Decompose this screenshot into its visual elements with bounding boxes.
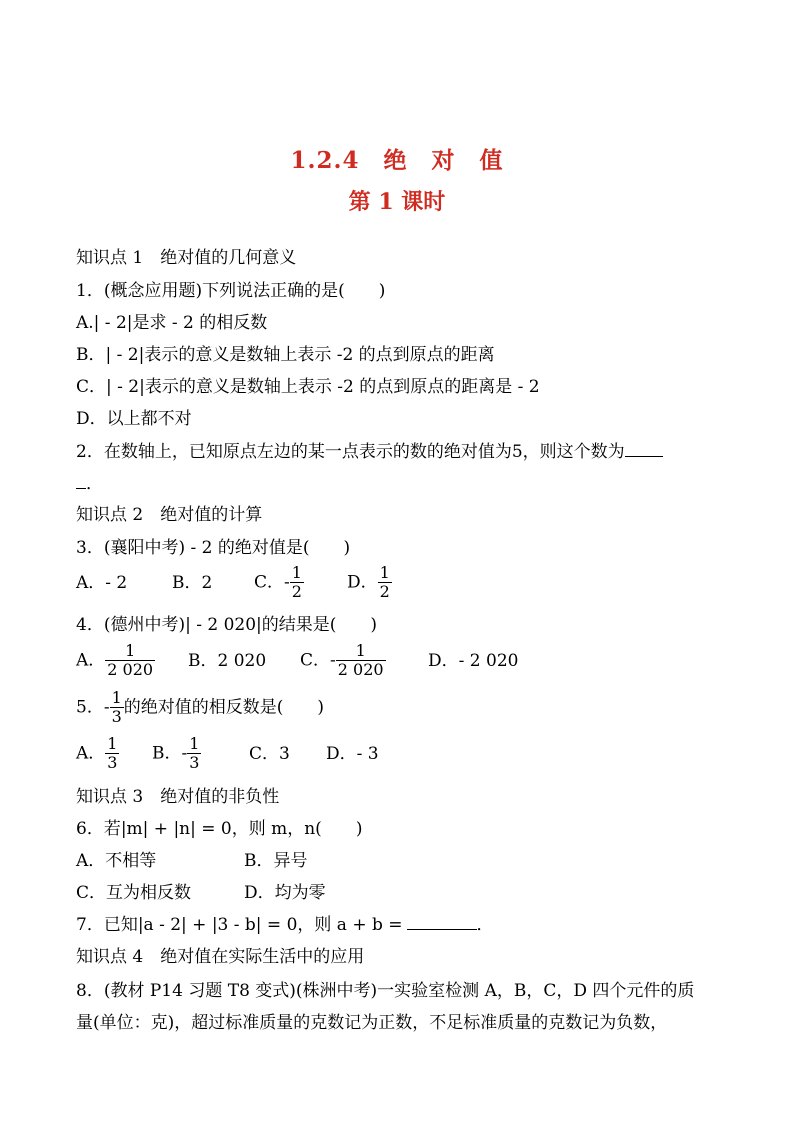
answer-blank[interactable]: [625, 440, 663, 457]
question-4-option-b: B．2 020: [188, 650, 267, 671]
question-2-stem: [76, 440, 663, 464]
fraction-denominator: 2 020: [107, 660, 154, 679]
question-5-options: [76, 735, 379, 772]
knowledge-point-3: 知识点 3 绝对值的非负性: [76, 787, 280, 807]
fraction-numerator: 1: [105, 642, 155, 661]
question-3-options: [76, 564, 392, 601]
question-8-line-2: 量(单位：克)，超过标准质量的克数记为正数，不足标准质量的克数记为负数，: [76, 1013, 668, 1033]
page-title: 1.2.4 绝 对 值: [290, 147, 504, 174]
knowledge-point-4: 知识点 4 绝对值在实际生活中的应用: [76, 947, 365, 967]
fraction-numerator: 1: [336, 642, 386, 661]
answer-blank-continued[interactable]: [76, 472, 86, 489]
question-5-suffix: 的绝对值的相反数是( ): [123, 697, 325, 718]
question-2-tail: ．: [86, 474, 103, 494]
knowledge-point-1: 知识点 1 绝对值的几何意义: [76, 248, 297, 268]
question-5-option-a: [76, 735, 152, 772]
question-8-line-1: 8．(教材 P14 习题 T8 变式)(株洲中考)一实验室检测 A，B，C，D 四个元件的质: [76, 981, 695, 1001]
question-7-stem: [76, 913, 494, 937]
option-c-prefix: C．-: [254, 572, 290, 593]
question-5-option-c: C．3: [249, 743, 290, 764]
question-7-text: 7．已知|a - 2| + |3 - b| = 0，则 a + b =: [76, 915, 403, 935]
question-1-stem: 1．(概念应用题)下列说法正确的是( ): [76, 281, 386, 301]
fraction-numerator: 1: [189, 734, 200, 753]
fraction: [105, 735, 119, 772]
question-1-option-c: C．| - 2|表示的意义是数轴上表示 -2 的点到原点的距离是 - 2: [76, 377, 540, 397]
question-1-option-b: B．| - 2|表示的意义是数轴上表示 -2 的点到原点的距离: [76, 345, 495, 365]
fraction-denominator: 2: [379, 582, 390, 601]
knowledge-point-2: 知识点 2 绝对值的计算: [76, 505, 263, 525]
question-6-option-a: A．不相等: [76, 851, 157, 871]
fraction: [105, 642, 155, 679]
question-1-option-d: D．以上都不对: [76, 409, 192, 429]
question-6-stem: 6．若|m| + |n| = 0，则 m，n( ): [76, 819, 363, 839]
question-4-option-a: [76, 642, 188, 679]
answer-blank[interactable]: [407, 913, 477, 930]
fraction-denominator: 2 020: [337, 660, 384, 679]
question-5-option-b: [152, 735, 249, 772]
option-b-prefix: B．-: [152, 743, 188, 764]
question-7-tail: ．: [476, 915, 494, 935]
fraction-numerator: 1: [291, 563, 302, 582]
fraction: [378, 564, 392, 601]
question-5-prefix: 5．-: [76, 697, 110, 718]
question-6-option-d: D．均为零: [244, 883, 326, 903]
question-4-option-d: D．- 2 020: [428, 650, 519, 671]
question-5-option-d: D．- 3: [326, 743, 379, 764]
option-a-prefix: A．: [76, 743, 106, 764]
fraction: [336, 642, 386, 679]
option-c-prefix: C．-: [300, 650, 336, 671]
fraction-denominator: 2: [291, 582, 302, 601]
option-a-prefix: A．: [76, 650, 106, 671]
question-6-options-ab: [76, 849, 308, 873]
question-3-stem: 3．(襄阳中考) - 2 的绝对值是( ): [76, 538, 351, 558]
fraction: [110, 689, 124, 726]
question-5-stem: [76, 689, 324, 726]
fraction: [187, 735, 201, 772]
question-6-option-b: B．异号: [244, 851, 308, 871]
fraction-denominator: 3: [189, 753, 200, 772]
question-2-continuation: [76, 472, 103, 496]
question-2-text: 2．在数轴上，已知原点左边的某一点表示的数的绝对值为5，则这个数为: [76, 442, 625, 462]
question-3-option-b: B．2: [172, 572, 213, 593]
question-6-option-c: C．互为相反数: [76, 883, 192, 903]
question-3-option-d: [347, 564, 392, 601]
fraction-numerator: 1: [379, 563, 390, 582]
question-3-option-c: [254, 564, 347, 601]
fraction-numerator: 1: [111, 688, 122, 707]
fraction-numerator: 1: [107, 734, 118, 753]
question-4-option-c: [300, 642, 428, 679]
page-subtitle: 第 1 课时: [348, 189, 446, 215]
question-4-options: [76, 642, 518, 679]
question-3-option-a: A．- 2: [76, 572, 128, 593]
fraction-denominator: 3: [107, 753, 118, 772]
question-1-option-a: A.| - 2|是求 - 2 的相反数: [76, 313, 268, 333]
fraction-denominator: 3: [111, 707, 122, 726]
question-6-options-cd: [76, 881, 326, 905]
fraction: [290, 564, 304, 601]
option-d-prefix: D．: [347, 572, 378, 593]
question-4-stem: 4．(德州中考)| - 2 020|的结果是( ): [76, 615, 378, 635]
